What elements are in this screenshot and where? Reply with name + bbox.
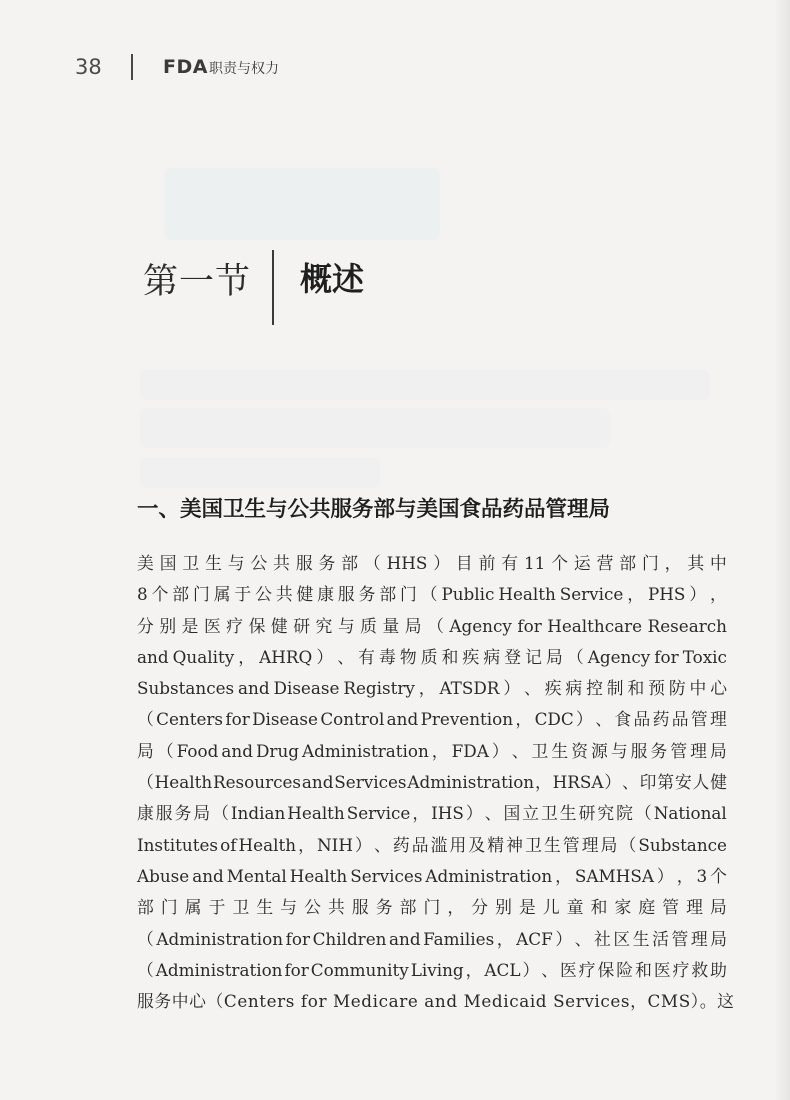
body-line: （ Administration for Children and Families ， ACF ） 、 社 区 生 活 管 理 局 [137,928,727,949]
body-line: 局 （ Food and Drug Administration ， FDA ） 、 卫 生 资 源 与 服 务 管 理 局 [137,740,727,761]
body-line: Institutes of Health ， NIH ） 、 药 品 滥 用 及 精 神 卫 生 管 理 局 （ Substance [137,834,727,855]
show-through-shape [140,370,710,400]
show-through-shape [140,408,610,448]
body-line: 部 门 属 于 卫 生 与 公 共 服 务 部 门 ， 分 别 是 儿 童 和 家 庭 管 理 局 [137,897,727,918]
body-paragraph [137,548,735,1017]
subsection-heading: 一、美国卫生与公共服务部与美国食品药品管理局 [137,497,611,522]
section-title: 概述 [300,260,365,298]
page-edge-shadow [774,0,790,1100]
header-divider [131,54,133,80]
body-line: Substances and Disease Registry ， ATSDR ） 、 疾 病 控 制 和 预 防 中 心 [137,678,727,699]
show-through-shape [140,458,380,488]
show-through-shape [165,168,440,240]
body-line: 美 国 卫 生 与 公 共 服 务 部 （ HHS ） 目 前 有 11 个 运 营 部 门 ， 其 中 [137,553,727,573]
body-line: Abuse and Mental Health Services Administration ， SAMHSA ） ， 3 个 [137,865,727,886]
body-line: （ Health Resources and Services Administration ， HRSA ） 、 印 第 安 人 健 [137,772,727,793]
body-line: （ Centers for Disease Control and Prevention ， CDC ） 、 食 品 药 品 管 理 [137,709,727,730]
body-line: 康 服 务 局 （ Indian Health Service ， IHS ） 、 国 立 卫 生 研 究 院 （ National [137,803,727,824]
body-line: 服务中心（Centers for Medicare and Medicaid Services，CMS）。这 [137,991,735,1012]
body-line: 8 个 部 门 属 于 公 共 健 康 服 务 部 门 （ Public Health Service ， PHS ） ， [137,584,727,605]
running-header [0,0,790,90]
page-number: 38 [75,55,102,79]
running-head-subtitle: 职责与权力 [208,61,279,77]
section-heading [0,240,790,330]
section-divider [272,250,274,325]
running-head-brand: FDA [163,56,208,78]
running-head [163,56,279,78]
body-line: （ Administration for Community Living ， ACL ） 、 医 疗 保 险 和 医 疗 救 助 [137,959,727,980]
section-number: 第一节 [143,262,252,302]
body-line: and Quality ， AHRQ ） 、 有 毒 物 质 和 疾 病 登 记 局 （ Agency for Toxic [137,646,727,667]
body-line: 分 别 是 医 疗 保 健 研 究 与 质 量 局 （ Agency for Healthcare Research [137,615,727,636]
